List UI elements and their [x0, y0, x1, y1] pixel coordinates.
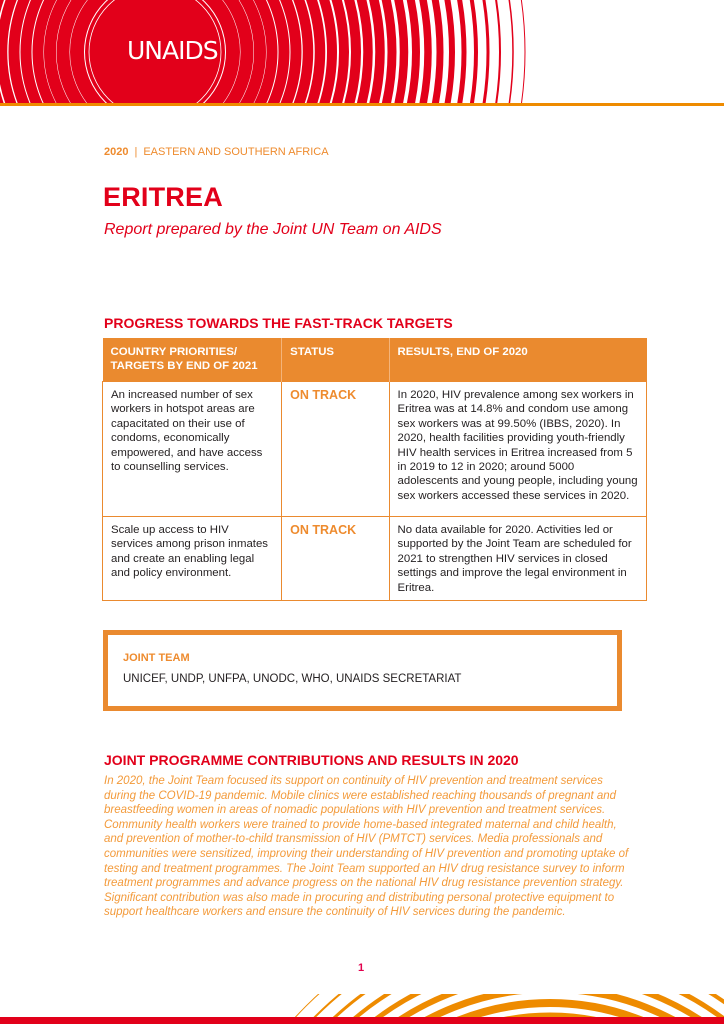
footer-banner [0, 990, 724, 1019]
report-year: 2020 [104, 146, 129, 158]
concentric-rings-graphic [0, 0, 724, 103]
status-badge: ON TRACK [282, 517, 389, 601]
contributions-paragraph: In 2020, the Joint Team focused its support on continuity of HIV prevention and treatment services during the COVID-19 pandemic. Mobile clinics were established reaching thousands of pregnant and breastfeeding women in areas of nomadic populations with HIV prevention and treatment services. Community health workers were trained to provide home-based integrated maternal and child health, and prevention of mother-to-child transmission of HIV (PMTCT) services. Media professionals and communities were sensitized, improving their understanding of HIV prevention and promoting uptake of testing and treatment programmes. The Joint Team supported an HIV drug resistance survey to inform treatment programmes and advance progress on the national HIV drug resistance prevention strategy. Significant contribution was also made in procuring and distributing personal protective equipment to support healthcare workers and ensure the continuity of HIV services during the pandemic. [104, 775, 629, 919]
region-label: EASTERN AND SOUTHERN AFRICA [143, 146, 329, 158]
progress-heading: PROGRESS TOWARDS THE FAST-TRACK TARGETS [104, 315, 453, 331]
header-banner [0, 0, 724, 103]
footer-divider [0, 1017, 724, 1024]
column-header-status: STATUS [282, 338, 389, 382]
column-header-priorities: COUNTRY PRIORITIES/ TARGETS BY END OF 2021 [103, 338, 282, 382]
header-divider [0, 103, 724, 106]
page-subtitle: Report prepared by the Joint UN Team on AIDS [104, 221, 442, 238]
priority-cell: Scale up access to HIV services among prison inmates and create an enabling legal and policy environment. [103, 517, 282, 601]
table-header-row [103, 338, 647, 382]
table-row [103, 517, 647, 601]
fast-track-targets-table [102, 338, 647, 601]
table-row [103, 382, 647, 517]
report-kicker [104, 146, 329, 158]
column-header-results: RESULTS, END OF 2020 [389, 338, 646, 382]
footer-rings-graphic [0, 990, 724, 1019]
unaids-logo: UNAIDS [127, 36, 218, 65]
contributions-heading: JOINT PROGRAMME CONTRIBUTIONS AND RESULTS IN 2020 [104, 752, 519, 768]
result-cell: No data available for 2020. Activities led or supported by the Joint Team are scheduled for 2021 to strengthen HIV services in closed settings and improve the legal environment in Eritrea. [389, 517, 646, 601]
result-cell: In 2020, HIV prevalence among sex workers in Eritrea was at 14.8% and condom use among sex workers was at 99.50% (IBBS, 2020). In 2020, health facilities providing youth-friendly HIV health services in Eritrea increased from 5 in 2019 to 12 in 2020; around 5000 adolescents and young people, including young sex workers accessed these services in 2020. [389, 382, 646, 517]
page-title: ERITREA [103, 182, 223, 212]
page-number: 1 [358, 962, 365, 974]
joint-team-members: UNICEF, UNDP, UNFPA, UNODC, WHO, UNAIDS SECRETARIAT [123, 673, 462, 685]
status-badge: ON TRACK [282, 382, 389, 517]
joint-team-label: JOINT TEAM [123, 652, 190, 664]
kicker-separator: | [134, 146, 138, 158]
priority-cell: An increased number of sex workers in hotspot areas are capacitated on their use of condoms, economically empowered, and have access to counselling services. [103, 382, 282, 517]
joint-team-box [103, 630, 622, 711]
